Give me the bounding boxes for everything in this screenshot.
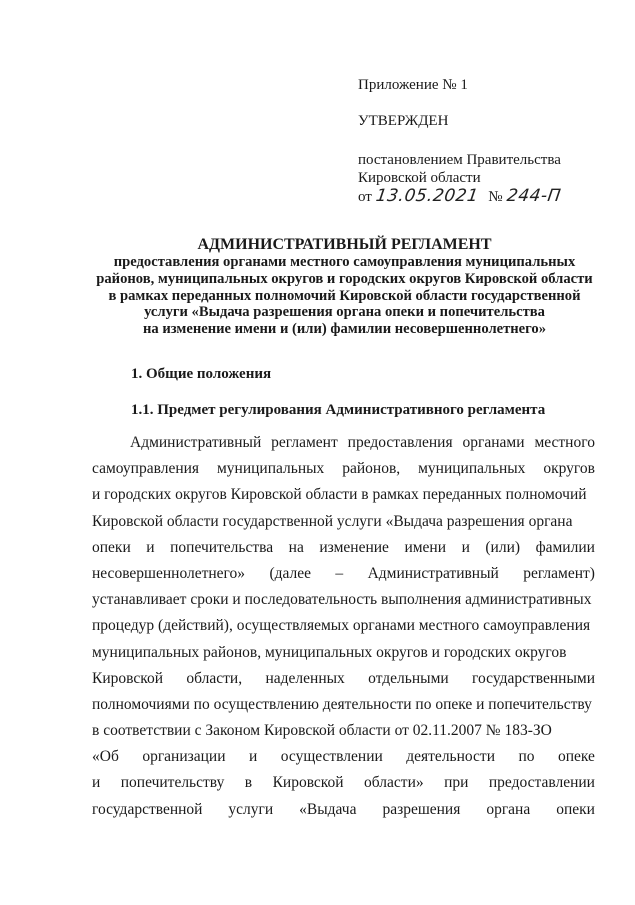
body-word: опеке [557,748,595,766]
body-word: полномочиями по осуществлению деятельности по опеке и попечительству [92,695,592,713]
body-word: (или) [485,538,521,556]
resolution-line-1: постановлением Правительства [358,152,561,168]
body-word: «Об [92,748,119,766]
document-title: АДМИНИСТРАТИВНЫЙ РЕГЛАМЕНТ [197,236,492,253]
body-word: процедур (действий), осуществляемых органами местного самоуправления [92,617,591,635]
subtitle-line: предоставления органами местного самоуправления муниципальных [113,254,576,270]
body-word: муниципальных [216,460,325,478]
body-word: имени [404,538,447,556]
body-word: области» [364,774,424,792]
body-word: муниципальных районов, муниципальных округов и городских округов [92,643,567,661]
body-word: округов [543,460,595,478]
body-word: организации [142,748,226,766]
body-word: предоставления [347,434,453,451]
body-line [92,535,595,561]
body-word: Административный [367,564,499,582]
from-label: от [358,189,372,205]
body-line [92,744,595,770]
body-word: и городских округов Кировской области в рамках переданных полномочий [92,486,587,504]
handwritten-date: 13.05.2021 [374,186,480,206]
approved-label: УТВЕРЖДЕН [358,113,449,129]
body-word: Административный [130,434,262,451]
body-word: фамилии [535,538,595,556]
body-line [92,561,595,587]
handwritten-number: 244-П [505,186,562,206]
subtitle-line: на изменение имени и (или) фамилии несовершеннолетнего» [142,321,547,338]
body-paragraph [92,430,595,823]
body-line [92,797,595,823]
body-line [92,640,595,666]
body-word: области, [186,669,243,687]
body-word: и [461,538,470,556]
document-subtitle [92,254,597,338]
body-word: органа [486,800,531,818]
body-word: предоставлении [488,774,595,792]
body-word: регламент) [523,564,595,582]
body-word: при [444,774,469,792]
body-word: «Выдача [299,800,357,818]
appendix-number: Приложение № 1 [358,77,468,93]
body-word: деятельности [406,748,495,766]
body-word: в [244,774,253,792]
body-line [92,666,595,692]
body-word: отдельными [368,669,449,687]
body-line [92,430,595,456]
subtitle-line: услуги «Выдача разрешения органа опеки и попечительства [144,304,545,321]
body-word: на [288,538,304,556]
body-line [92,482,595,508]
body-line [92,613,595,639]
body-word: Кировской [272,774,344,792]
approval-block [358,76,618,206]
body-line [92,692,595,718]
body-word: самоуправления [92,460,200,478]
body-word: районов, [342,460,401,478]
body-word: местного [534,434,595,451]
body-word: опеки [92,538,131,556]
body-word: и [92,774,101,792]
body-line [92,587,595,613]
subtitle-line: районов, муниципальных округов и городских округов Кировской области [96,270,593,287]
body-word: муниципальных [418,460,526,478]
body-word: наделенных [265,669,345,687]
body-word: изменение [319,538,389,556]
section-heading: 1. Общие положения [131,366,272,382]
body-word: осуществлении [280,748,383,766]
resolution-date-line [358,187,618,206]
subsection-heading: 1.1. Предмет регулирования Административного регламента [131,402,546,418]
body-word: – [335,564,344,582]
body-word: (далее [269,564,312,582]
body-word: и [249,748,258,766]
body-word: Кировской области государственной услуги «Выдача разрешения органа [92,512,573,530]
body-word: опеки [556,800,595,818]
body-line [92,718,595,744]
number-sign: № [488,189,503,205]
body-word: попечительства [170,538,274,556]
body-word: попечительству [120,774,225,792]
subtitle-line: в рамках переданных полномочий Кировской области государственной [108,287,581,304]
body-word: разрешения [382,800,461,818]
body-word: Кировской [92,669,164,687]
body-word: по [518,748,535,766]
body-word: и [146,538,155,556]
body-word: государственной [92,800,203,818]
body-word: в соответствии с Законом Кировской области от 02.11.2007 № 183-ЗО [92,722,552,740]
body-line [92,770,595,796]
body-line [92,456,595,482]
body-word: услуги [228,800,274,818]
resolution-line-2: Кировской области [358,170,481,186]
body-word: органами [462,434,525,451]
body-word: государственными [472,669,595,687]
body-word: несовершеннолетнего» [92,564,246,582]
body-word: устанавливает сроки и последовательность выполнения административных [92,591,592,609]
body-word: регламент [271,434,338,451]
document-title-block [92,235,597,338]
body-line [92,509,595,535]
